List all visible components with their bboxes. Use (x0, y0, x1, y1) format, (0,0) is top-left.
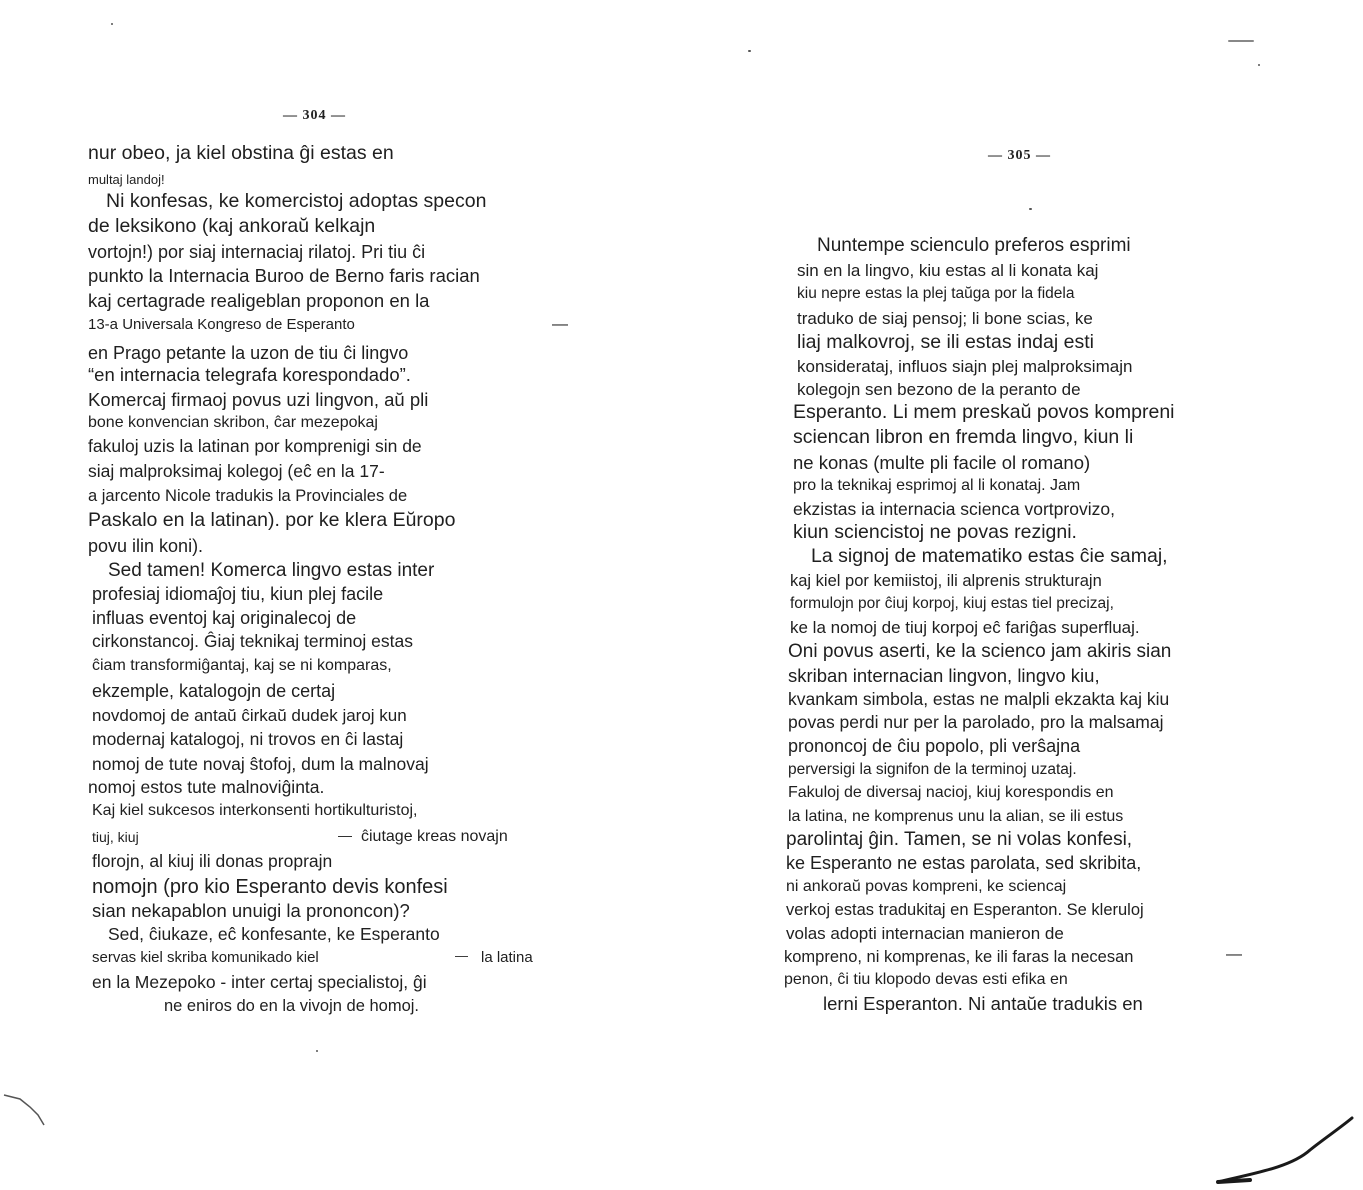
text-line: skriban internacian lingvon, lingvo kiu, (788, 665, 1100, 686)
text-line: Ni konfesas, ke komercistoj adoptas specon (106, 190, 487, 212)
scan-speck (1029, 208, 1032, 210)
text-line: de leksikono (kaj ankoraŭ kelkajn (88, 215, 376, 237)
page-number-right: — 305 — (988, 148, 1051, 163)
text-line: kaj kiel por kemiistoj, ili alprenis strukturajn (790, 572, 1102, 590)
text-line: Oni povus aserti, ke la scienco jam akiris sian (788, 641, 1172, 662)
text-line: kiun sciencistoj ne povas rezigni. (793, 521, 1077, 543)
text-line: tiuj, kiuj (92, 829, 139, 845)
text-line: pro la teknikaj esprimoj al li konataj. Jam (793, 477, 1081, 494)
text-line: profesiaj idiomaĵoj tiu, kiun plej facile (92, 584, 384, 604)
text-line: 13-a Universala Kongreso de Esperanto (88, 316, 355, 333)
text-line: povu ilin koni). (88, 536, 204, 556)
text-line: ĉiutage kreas novajn (361, 828, 508, 845)
text-line: ne konas (multe pli facile ol romano) (793, 452, 1091, 473)
text-line: nomojn (pro kio Esperanto devis konfesi (92, 876, 448, 898)
scan-speck (1228, 40, 1254, 42)
text-line: ke Esperanto ne estas parolata, sed skribita, (786, 853, 1142, 873)
text-line: multaj landoj! (88, 172, 165, 187)
text-line: Nuntempe scienculo preferos esprimi (817, 235, 1131, 256)
text-line: konsiderataj, influos siajn plej malproksimajn (797, 357, 1133, 376)
text-line: sciencan libron en fremda lingvo, kiun li (793, 426, 1134, 448)
text-line: en Prago petante la uzon de tiu ĉi lingvo (88, 343, 409, 363)
text-line: Sed, ĉiukaze, eĉ konfesante, ke Esperanto (108, 924, 440, 944)
text-line: “en internacia telegrafa korespondado”. (88, 364, 411, 385)
text-line: traduko de siaj pensoj; li bone scias, ke (797, 309, 1093, 328)
text-line: Fakuloj de diversaj nacioj, kiuj korespondis en (788, 784, 1114, 801)
text-line: la latina, ne komprenus unu la alian, se ili estus (788, 808, 1124, 825)
text-line: bone konvencian skribon, ĉar mezepokaj (88, 414, 378, 431)
text-line: a jarcento Nicole tradukis la Provinciales de (88, 487, 408, 505)
text-line: La signoj de matematiko estas ĉie samaj, (811, 545, 1168, 567)
text-line: fakuloj uzis la latinan por komprenigi sin de (88, 436, 422, 456)
text-line: nomoj estos tute malnoviĝinta. (88, 777, 325, 797)
dash-mark: — (552, 316, 568, 333)
text-line: Kaj kiel sukcesos interkonsenti hortikulturistoj, (92, 802, 418, 819)
text-line: sian nekapablon unuigi la prononcon)? (92, 900, 410, 921)
text-line: Komercaj firmaoj povus uzi lingvon, aŭ pli (88, 389, 429, 410)
text-line: parolintaj ĝin. Tamen, se ni volas konfesi, (786, 829, 1133, 850)
scan-speck (111, 23, 113, 25)
text-line: modernaj katalogoj, ni trovos en ĉi lastaj (92, 729, 404, 749)
text-line: la latina (481, 949, 533, 966)
text-line: florojn, al kiuj ili donas proprajn (92, 851, 333, 871)
text-line: kiu nepre estas la plej taŭga por la fidela (797, 285, 1075, 302)
text-line: kaj certagrade realigeblan proponon en la (88, 290, 430, 311)
scan-speck (748, 50, 751, 52)
text-line: ke la nomoj de tiuj korpoj eĉ fariĝas superfluaj. (790, 618, 1140, 637)
text-line: en la Mezepoko - inter certaj specialistoj, ĝi (92, 972, 427, 992)
text-line: kvankam simbola, estas ne malpli ekzakta kaj kiu (788, 689, 1170, 709)
dash-mark: — (1226, 946, 1242, 963)
text-line: ĉiam transformiĝantaj, kaj se ni komparas, (92, 657, 392, 674)
text-line: cirkonstancoj. Ĝiaj teknikaj terminoj estas (92, 631, 413, 651)
text-line: vortojn!) por siaj internaciaj rilatoj. Pri tiu ĉi (88, 242, 426, 262)
text-line: siaj malproksimaj kolegoj (eĉ en la 17- (88, 461, 385, 481)
dash-mark: — (338, 827, 352, 843)
page-number-left: — 304 — (283, 108, 346, 123)
text-line: Paskalo en la latinan). por ke klera Eŭropo (88, 509, 456, 531)
scan-speck (1258, 64, 1260, 66)
text-line: prononcoj de ĉiu popolo, pli verŝajna (788, 736, 1081, 756)
text-line: volas adopti internacian manieron de (786, 924, 1064, 943)
text-line: nomoj de tute novaj ŝtofoj, dum la malnovaj (92, 754, 429, 774)
text-line: novdomoj de antaŭ ĉirkaŭ dudek jaroj kun (92, 706, 407, 725)
text-line: servas kiel skriba komunikado kiel (92, 949, 319, 966)
text-line: punkto la Internacia Buroo de Berno faris racian (88, 265, 480, 286)
text-line: ekzistas ia internacia scienca vortprovizo, (793, 499, 1115, 519)
text-line: sin en la lingvo, kiu estas al li konata kaj (797, 261, 1099, 280)
dash-mark: — (455, 948, 468, 963)
text-line: povas perdi nur per la parolado, pro la malsamaj (788, 712, 1164, 732)
scan-speck (316, 1050, 318, 1052)
text-line: nur obeo, ja kiel obstina ĝi estas en (88, 142, 394, 164)
text-line: penon, ĉi tiu klopodo devas esti efika en (784, 971, 1068, 988)
pen-stroke-mark (1210, 1110, 1360, 1190)
text-line: perversigi la signifon de la terminoj uzataj. (788, 761, 1077, 778)
text-line: kompreno, ni komprenas, ke ili faras la necesan (784, 948, 1134, 966)
text-line: liaj malkovroj, se ili estas indaj esti (797, 331, 1094, 353)
text-line: influas eventoj kaj originalecoj de (92, 608, 357, 628)
text-line: ekzemple, katalogojn de certaj (92, 681, 336, 701)
text-line: kolegojn sen bezono de la peranto de (797, 380, 1081, 399)
text-line: Esperanto. Li mem preskaŭ povos kompreni (793, 401, 1175, 423)
text-line: ne eniros do en la vivojn de homoj. (164, 997, 419, 1015)
text-line: ni ankoraŭ povas kompreni, ke sciencaj (786, 878, 1067, 895)
text-line: lerni Esperanton. Ni antaŭe tradukis en (823, 993, 1143, 1014)
text-line: formulojn por ĉiuj korpoj, kiuj estas tiel precizaj, (790, 595, 1114, 612)
text-line: Sed tamen! Komerca lingvo estas inter (108, 560, 435, 581)
text-line: verkoj estas tradukitaj en Esperanton. Se kleruloj (786, 901, 1144, 919)
pen-scribble-mark (0, 1085, 60, 1145)
